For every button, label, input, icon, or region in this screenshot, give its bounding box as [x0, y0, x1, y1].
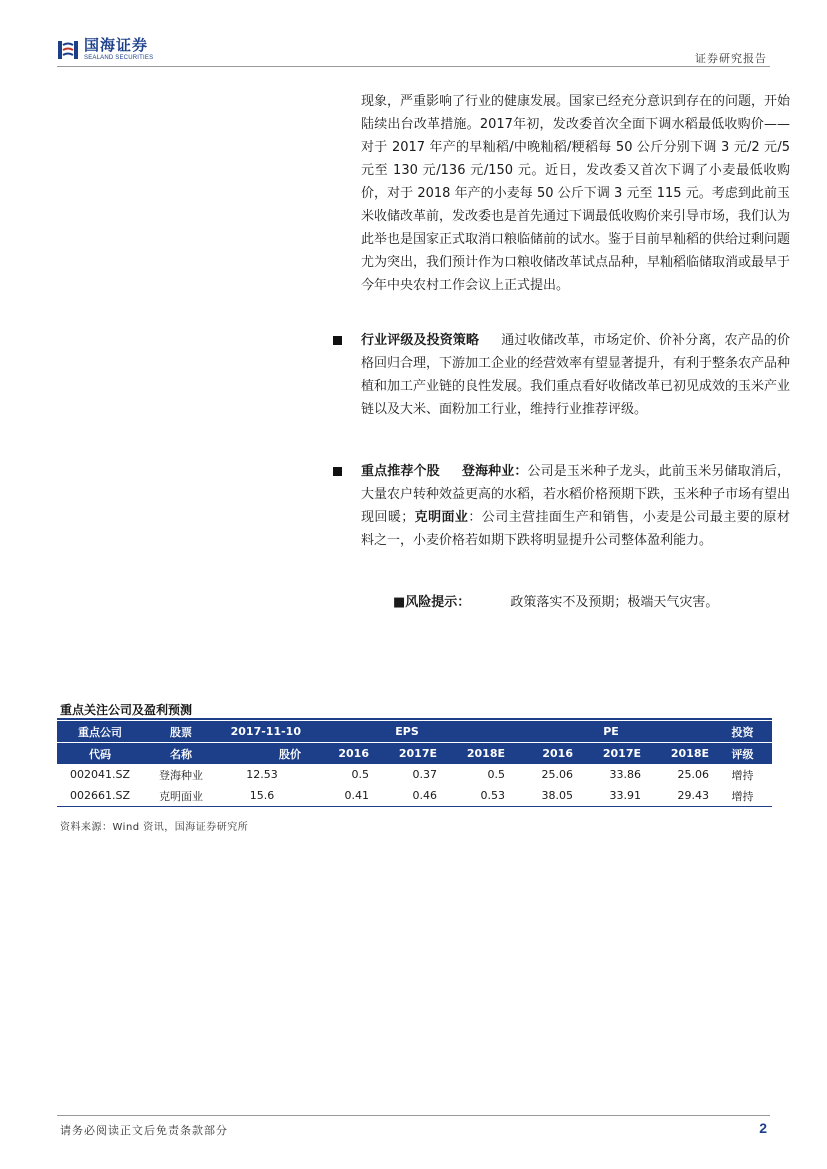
cell-eps-2018e: 0.5 — [487, 768, 505, 781]
header-eps-2018e: 2018E — [441, 743, 509, 765]
rating-section — [333, 329, 790, 421]
header-code: 代码 — [57, 743, 143, 765]
risk-text: 政策落实不及预期；极端天气灾害。 — [510, 595, 719, 610]
sealand-logo-icon — [57, 39, 79, 61]
page-number: 2 — [759, 1120, 767, 1136]
picks-section — [333, 460, 790, 552]
cell-name: 登海种业 — [159, 768, 203, 782]
stock2-text: ：公司主营挂面生产和销售，小麦是公司最主要的原材料之一，小麦价格若如期下跌将明显提升公司整体盈利能力。 — [361, 510, 790, 548]
header-eps: EPS — [373, 721, 441, 743]
rating-heading: 行业评级及投资策略 — [361, 333, 480, 348]
square-bullet-icon — [333, 336, 342, 345]
header-pe-2017e: 2017E — [577, 743, 645, 765]
header-pe-2018e: 2018E — [645, 743, 713, 765]
table-top-rule — [57, 718, 772, 720]
header-pe-2016: 2016 — [509, 743, 577, 765]
cell-rating: 增持 — [731, 768, 754, 782]
table-row — [57, 764, 772, 785]
cell-pe-2018e: 29.43 — [645, 785, 713, 807]
cell-price: 15.6 — [219, 785, 305, 807]
cell-code: 002661.SZ — [57, 785, 143, 807]
company-logo — [57, 38, 153, 61]
stock1-text: 公司是玉米种子龙头，此前玉米另储取消后，大量农户转种效益更高的水稻，若水稻价格预期下跌，玉米种子市场有望出现回暖； — [361, 464, 791, 525]
cell-pe-2017e: 33.86 — [609, 768, 641, 781]
cell-rating: 增持 — [713, 785, 772, 807]
header-eps-2017e: 2017E — [373, 743, 441, 765]
cell-pe-2016: 25.06 — [541, 768, 573, 781]
cell-eps-2017e: 0.46 — [373, 785, 441, 807]
cell-price: 12.53 — [246, 768, 278, 781]
table-row — [57, 785, 772, 807]
footer-divider — [57, 1115, 770, 1116]
disclaimer-note: 请务必阅读正文后免责条款部分 — [60, 1124, 228, 1137]
rating-text: 通过收储改革，市场定价、价补分离，农产品的价格回归合理，下游加工企业的经营效率有望显著提升，有利于整条农产品种植和加工产业链的良性发展。我们重点看好收储改革已初见成效的玉米产业链以及大米、面粉加工行业，维持行业推荐评级。 — [361, 333, 791, 417]
cell-name: 克明面业 — [143, 785, 219, 807]
cell-eps-2016: 0.5 — [351, 768, 369, 781]
picks-heading: 重点推荐个股 — [361, 464, 440, 479]
cell-pe-2017e: 33.91 — [577, 785, 645, 807]
header-rating: 投资 — [713, 721, 772, 743]
header-company: 重点公司 — [57, 721, 143, 743]
table-header-row — [57, 743, 772, 765]
risk-section: ■风险提示： 政策落实不及预期；极端天气灾害。 — [393, 595, 719, 610]
cell-code: 002041.SZ — [69, 768, 130, 781]
cell-eps-2018e: 0.53 — [441, 785, 509, 807]
table-title: 重点关注公司及盈利预测 — [60, 703, 193, 717]
cell-eps-2017e: 0.37 — [412, 768, 437, 781]
report-type-label: 证券研究报告 — [695, 52, 767, 65]
header-stock: 股票 — [143, 721, 219, 743]
intro-paragraph: 现象，严重影响了行业的健康发展。国家已经充分意识到存在的问题，开始陆续出台改革措施。2017年初，发改委首次全面下调水稻最低收购价——对于 2017 年产的早籼稻/中晚籼稻/粳稻每 50 公斤分别下调 3 元/2 元/5 元至 130 元/136 元/150 元。近日，发改委又首次下调了小麦最低收购价，对于 2018 年产的小麦每 50 公斤下调 3 元至 115 元。考虑到此前玉米收储改革前，发改委也是首先通过下调最低收购价来引导市场，我们认为此举也是国家正式取消口粮临储前的试水。鉴于目前早籼稻的供给过剩问题尤为突出，我们预计作为口粮收储改革试点品种，早籼稻临储取消或最早于今年中央农村工作会议上正式提出。 — [361, 94, 791, 293]
cell-pe-2018e: 25.06 — [677, 768, 709, 781]
stock1-name: 登海种业： — [461, 464, 528, 479]
header-date: 2017-11-10 — [219, 721, 305, 743]
stock2-name: 克明面业 — [414, 510, 469, 525]
risk-heading: 风险提示： — [405, 595, 471, 610]
logo-chinese-name: 国海证券 — [84, 36, 149, 54]
square-bullet-icon — [333, 467, 342, 476]
cell-eps-2016: 0.41 — [305, 785, 373, 807]
header-eps-2016: 2016 — [305, 743, 373, 765]
table-source: 资料来源：Wind 资讯，国海证券研究所 — [60, 822, 249, 833]
earnings-forecast-table — [57, 721, 772, 807]
header-divider — [57, 66, 770, 67]
logo-english-name: SEALAND SECURITIES — [84, 55, 154, 61]
header-pe: PE — [577, 721, 645, 743]
header-name: 名称 — [143, 743, 219, 765]
header-price: 股价 — [219, 743, 305, 765]
header-rating-2: 评级 — [713, 743, 772, 765]
table-header-row — [57, 721, 772, 743]
cell-pe-2016: 38.05 — [509, 785, 577, 807]
